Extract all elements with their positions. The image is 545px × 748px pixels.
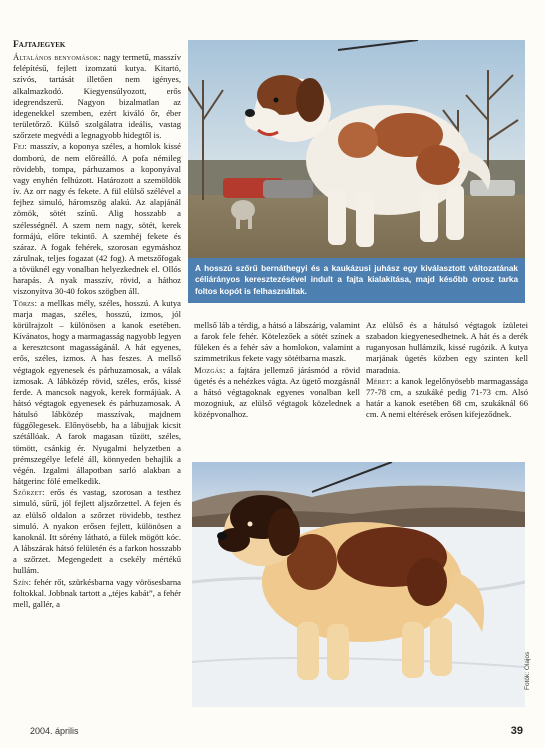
section-heading: Fajtajegyek: [13, 40, 66, 50]
paragraph-movement-cont: [366, 320, 528, 376]
text-column-1: [13, 40, 181, 610]
text-coat: erős és vastag, szorosan a testhez simuló, sűrű, jól fejlett aljszőrzettel. A fejen és az elülső oldalon a szőrzet rövidebb, testhez simuló. A nyakon erősen fejlett, különösen a kanoknál. Itt sörény látható, a fülek mögött kóc. A lábszárak hátsó felületén és a farkon hosszabb a szőrzet. Megengedett a csekély mértékű hullám.: [13, 487, 181, 576]
text-color-cont: mellső láb a térdig, a hátsó a lábszárig, valamint a farok fele fehér. Kötelezőek a sötét színek a füleken és a fehér sáv a homlokon, valamint a szimmetrikus fekete vagy sötétbarna maszk.: [194, 320, 360, 364]
text-column-2: [194, 320, 360, 420]
lead-head: Fej:: [13, 141, 27, 152]
text-color: fehér rőt, szürkésbarna vagy vörösesbarna foltokkal. Jobbnak tartott a „téjes kabát”, a fehér mell, gallér, a: [13, 576, 181, 609]
paragraph-general: [13, 52, 181, 141]
lead-color: Szín:: [13, 576, 32, 587]
photo-credit: Fotók: Olajos: [524, 651, 531, 690]
text-body: a mellkas mély, széles, hosszú. A kutya marja magas, széles, hosszú, izmos, jól körülrajzolt – különösen a kanok esetében. Kívánatos, hogy a marmagasság nagyobb legyen a keresztcsont magasságánál. A hát egyenes, erős, széles, izmos. A has feszes. A mellső végtagok egyenesek és párhuzamosak, a válak izmosak. A lábközép rövid, széles, erős, kissé ferde. A mancsok nagyok, kerek formájúak. A hátsó végtagok egyenesek és párhuzamosak. A hátulsó lábközép masszívak, majdnem függőlegesek. Előnyösebb, ha a lábujjak kicsit szétállóak. A farok magasan tűzött, széles, tömött, csánkig ér. Nyugalmi helyzetben a prémszegélye lefelé áll, könnyeden behajlik a végén. Izgalmi állapotban sarló alakban a hátgerinc fölé emelkedik.: [13, 297, 182, 487]
footer-date: 2004. április: [30, 726, 79, 736]
lead-general: Általános benyomások:: [13, 52, 102, 63]
paragraph-head: [13, 141, 181, 297]
text-size: a kanok legelőnyösebb marmagassága 77-78 cm, a szukáké pedig 71-73 cm. Alsó határ a kanok esetében 68 cm, szukáknál 66 cm. A nemi eltérések erősen kifejeződnek.: [366, 375, 528, 420]
text-movement-cont: Az elülső és a hátulsó végtagok ízületei szabadon kiegyenesedhetnek. A hát és a derék ruganyosan hullámzik, kissé rugózik. A kutya marjának ügetés közben egy szinten kell maradnia.: [366, 320, 528, 375]
text-movement: a fajtára jellemző járásmód a rövid ügetés és a nehézkes vágta. Az ügető mozgásnál a hátsó végtagoknak egyenes vonalban kell mozogniuk, az elülső végtagok közelednek a középvonalhoz.: [194, 364, 360, 420]
dog-snow-illustration: [192, 462, 525, 707]
lead-coat: Szőrzet:: [13, 487, 45, 498]
lead-movement: Mozgás:: [194, 364, 226, 375]
paragraph-coat: [13, 487, 181, 576]
text-head: masszív, a koponya széles, a homlok kissé domború, de nem előreálló. A pofa némileg rövidebb, tompa, párhuzamos a koponyával vagy enyhén felhúzott. Határozott a szemöldök ív. Az orr nagy és fekete. A fül elülső szélével a fejhez simuló, háromszög alakú. Az alapjánál zömök, sötét színű. Alig hosszabb a szélességnél. A szem nem nagy, sötét, kerek formájú, előre tekintő. A szemhéj fekete és száraz. A fogak fehérek, szorosan egymáshoz zárulnak, teljes fogazat (42 fog). A metszőfogak a tövüknél egy vonalban helyezkednek el. Ollós harapás. A nyak masszív, rövid, a háthoz viszonyítva 30-40 fokos szögben áll.: [13, 141, 181, 297]
paragraph-body: [13, 298, 181, 488]
photo-dog-standing: [188, 40, 525, 303]
text-column-3: [366, 320, 528, 420]
text-general: nagy termetű, masszív felépítésű, fejlett izomzatú kutya. Kitartó, szívós, tartását illetően nem igényes, alkalmazkodó. Kiegyensúlyozott, erős idegrendszerű. Nagyon bizalmatlan az idegenekkel szemben, ezért kiváló őr, éber területőrző. Külső szolgálatra ideális, vastag szőrzete megvédi a legnagyobb hidegtől is.: [13, 52, 181, 141]
paragraph-size: [366, 376, 528, 421]
lead-size: Méret:: [366, 375, 393, 386]
page-number: 39: [510, 725, 523, 737]
photo-dog-snow: [192, 462, 525, 707]
paragraph-color-cont: [194, 320, 360, 365]
photo-caption: A hosszú szőrű bernáthegyi és a kaukázusi juhász egy kiválasztott változatának céliárányos keresztezésével indult a fajta kialakítása, majd később orosz tarka foltos kopót is felhasználtak.: [188, 258, 525, 303]
paragraph-color: [13, 577, 181, 610]
lead-body: Törzs:: [13, 297, 38, 308]
paragraph-movement: [194, 365, 360, 421]
